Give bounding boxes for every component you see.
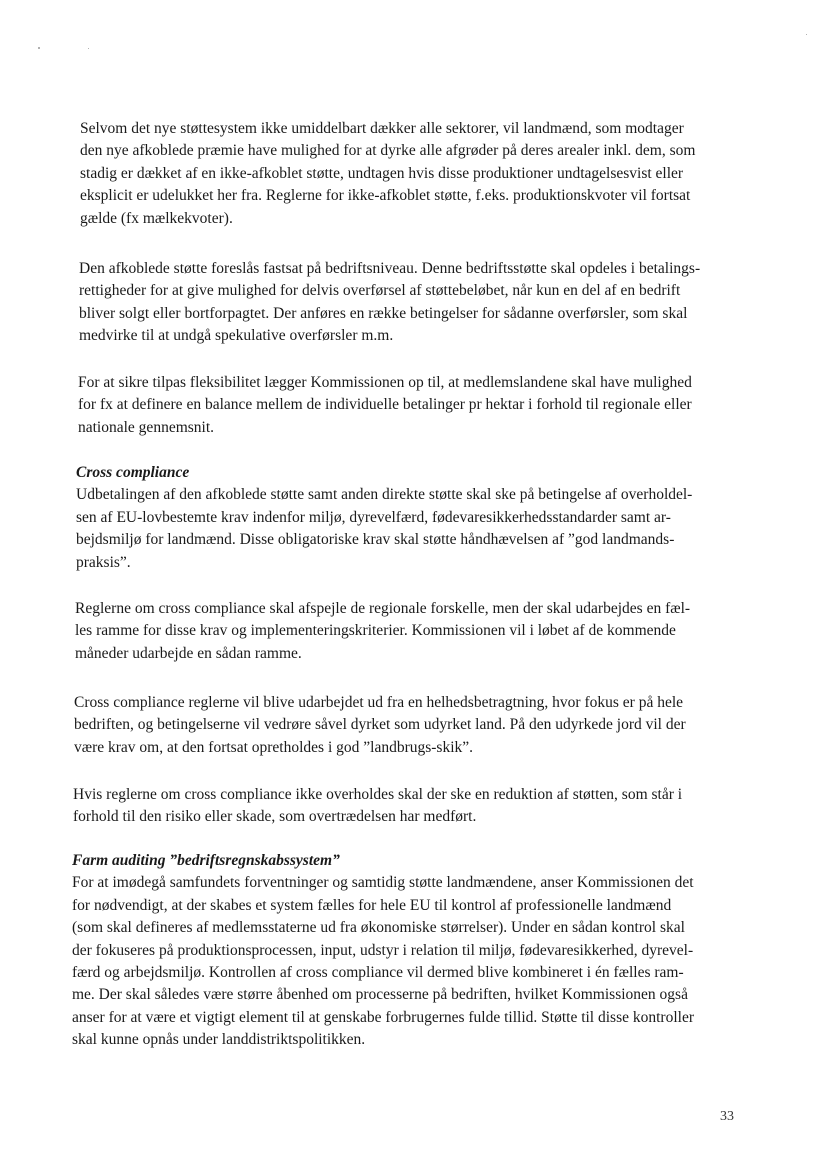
paragraph-1	[80, 118, 695, 230]
paragraph-6	[74, 692, 686, 759]
text-line: praksis”.	[76, 553, 131, 571]
text-line: Cross compliance reglerne vil blive udarbejdet ud fra en helhedsbetragtning, hvor fokus er på hele	[74, 694, 684, 711]
text-line: rettigheder for at give mulighed for delvis overførsel af støttebeløbet, når kun en del af en bedrift	[79, 282, 681, 300]
text-line: Den afkoblede støtte foreslås fastsat på bedriftsniveau. Denne bedriftsstøtte skal opdeles i betalings-	[79, 260, 701, 277]
text-line: stadig er dækket af en ikke-afkoblet støtte, undtagen hvis disse produktioner undtagelsesvist eller	[80, 164, 684, 182]
text-line: skal kunne opnås under landdistriktspolitikken.	[72, 1031, 366, 1049]
text-line: anser for at være et vigtigt element til at genskabe forbrugernes fulde tillid. Støtte til disse kontroller	[72, 1008, 694, 1026]
text-line: være krav om, at den fortsat opretholdes i god ”landbrugs-skik”.	[74, 738, 474, 756]
text-line: bedriften, og betingelserne vil vedrøre såvel dyrket som udyrket land. På den udyrkede jord vil der	[74, 716, 686, 734]
text-line: bliver solgt eller bortforpagtet. Der anføres en række betingelser for sådanne overførsler, som skal	[79, 304, 688, 322]
text-line: me. Der skal således være større åbenhed om processerne på bedriften, hvilket Kommissionen også	[72, 986, 688, 1004]
text-line: gælde (fx mælkekvoter).	[80, 209, 233, 227]
paragraph-3	[78, 372, 692, 439]
text-line: eksplicit er udelukket her fra. Reglerne for ikke-afkoblet støtte, f.eks. produktionskvoter vil fortsat	[80, 187, 691, 205]
page-number: 33	[720, 1109, 734, 1124]
section-farm-auditing	[72, 850, 694, 1052]
text-line: forhold til den risiko eller skade, som overtrædelsen har medført.	[73, 808, 477, 826]
scan-speck	[806, 34, 807, 35]
text-line: les ramme for disse krav og implementeringskriterier. Kommissionen vil i løbet af de kommende	[75, 622, 676, 640]
text-line: nationale gennemsnit.	[78, 418, 215, 436]
text-line: den nye afkoblede præmie have mulighed for at dyrke alle afgrøder på deres arealer inkl. dem, som	[80, 142, 696, 160]
paragraph-2	[79, 258, 700, 348]
text-line: medvirke til at undgå spekulative overførsler m.m.	[79, 327, 394, 345]
section-cross-compliance	[76, 462, 692, 574]
text-line: Reglerne om cross compliance skal afspejle de regionale forskelle, men der skal udarbejdes en fæl-	[75, 600, 691, 617]
section-heading: Farm auditing ”bedriftsregnskabssystem”	[72, 852, 340, 869]
text-line: Selvom det nye støttesystem ikke umiddelbart dækker alle sektorer, vil landmænd, som modtager	[80, 120, 684, 137]
section-heading: Cross compliance	[76, 464, 190, 481]
scan-speck	[88, 48, 89, 49]
text-line: sen af EU-lovbestemte krav indenfor miljø, dyrevelfærd, fødevaresikkerhedsstandarder samt ar-	[76, 508, 671, 526]
text-line: For at imødegå samfundets forventninger og samtidig støtte landmændene, anser Kommissionen det	[72, 874, 694, 892]
text-line: der fokuseres på produktionsprocessen, input, udstyr i relation til miljø, fødevaresikkerhed, dyrevel-	[72, 941, 694, 959]
paragraph-5	[75, 598, 690, 665]
text-line: færd og arbejdsmiljø. Kontrollen af cross compliance vil dermed blive kombineret i én fælles ram-	[72, 964, 684, 982]
scan-speck	[38, 47, 40, 49]
paragraph-7	[73, 784, 682, 829]
text-line: måneder udarbejde en sådan ramme.	[75, 644, 302, 662]
text-line: For at sikre tilpas fleksibilitet lægger Kommissionen op til, at medlemslandene skal have mulighed	[78, 374, 692, 391]
text-line: Hvis reglerne om cross compliance ikke overholdes skal der ske en reduktion af støtten, som står i	[73, 786, 683, 803]
text-line: bejdsmiljø for landmænd. Disse obligatoriske krav skal støtte håndhævelsen af ”god landmands-	[76, 531, 675, 549]
text-line: Udbetalingen af den afkoblede støtte samt anden direkte støtte skal ske på betingelse af overholdel-	[76, 486, 693, 504]
text-line: for nødvendigt, at der skabes et system fælles for hele EU til kontrol af professionelle landmænd	[72, 896, 672, 914]
text-line: for fx at definere en balance mellem de individuelle betalinger pr hektar i forhold til regionale eller	[78, 396, 692, 414]
text-line: (som skal defineres af medlemsstaterne ud fra økonomiske størrelser). Under en sådan kontrol skal	[72, 919, 685, 937]
